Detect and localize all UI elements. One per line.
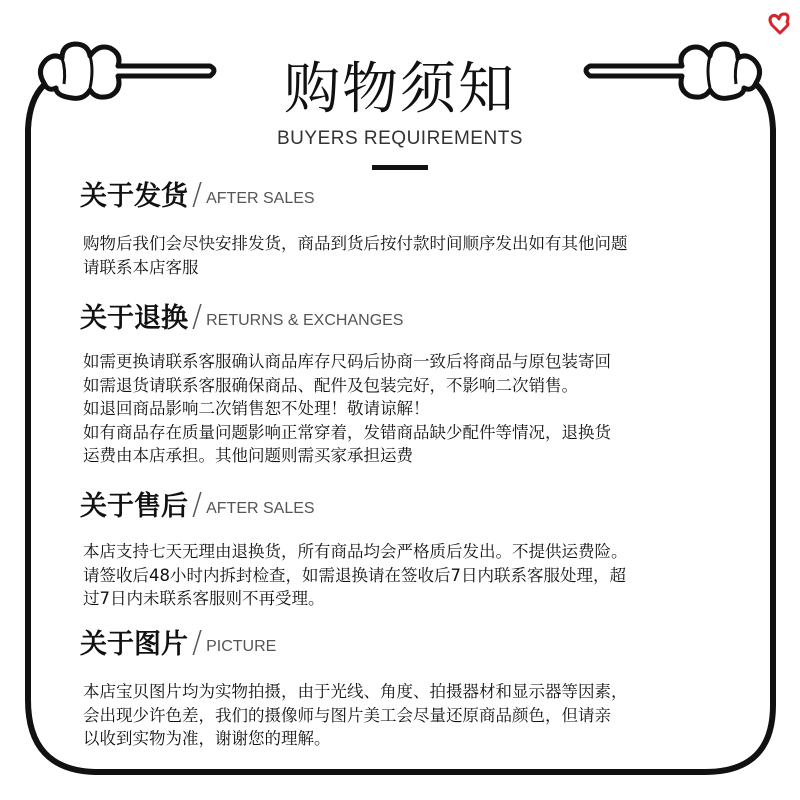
section-subtitle: RETURNS & EXCHANGES <box>206 312 404 329</box>
page-subtitle: BUYERS REQUIREMENTS <box>277 128 523 149</box>
section-body-after-sales <box>83 540 763 611</box>
section-subtitle: AFTER SALES <box>206 500 315 517</box>
title-divider <box>372 165 428 170</box>
body-line: 本店支持七天无理由退换货，所有商品均会严格质后发出。不提供运费险。 <box>83 542 628 561</box>
body-line: 请联系本店客服 <box>83 257 199 277</box>
section-subtitle: AFTER SALES <box>206 190 315 207</box>
section-body-returns <box>83 350 763 468</box>
body-line: 购物后我们会尽快安排发货，商品到货后按付款时间顺序发出如有其他问题 <box>83 234 628 253</box>
slash-divider: / <box>192 177 203 212</box>
section-header-picture <box>80 625 277 660</box>
section-header-after-sales <box>80 487 315 522</box>
body-line: 会出现少许色差，我们的摄像师与图片美工会尽量还原商品颜色，但请亲 <box>83 705 611 725</box>
body-line: 本店宝贝图片均为实物拍摄，由于光线、角度、拍摄器材和显示器等因素， <box>83 682 628 701</box>
body-line: 请签收后48小时内拆封检查，如需退换请在签收后7日内联系客服处理，超 <box>83 565 626 585</box>
body-line: 以收到实物为准，谢谢您的理解。 <box>83 729 331 748</box>
body-line: 运费由本店承担。其他问题则需买家承担运费 <box>83 446 413 465</box>
body-line: 如需更换请联系客服确认商品库存尺码后协商一致后将商品与原包装寄回 <box>83 352 611 371</box>
body-line: 如需退货请联系客服确保商品、配件及包装完好，不影响二次销售。 <box>83 375 578 395</box>
section-title: 关于发货 <box>80 181 188 212</box>
section-header-returns <box>80 299 404 334</box>
body-line: 如退回商品影响二次销售恕不处理！敬请谅解！ <box>83 399 430 418</box>
section-header-shipping <box>80 177 315 212</box>
section-title: 关于退换 <box>80 303 188 334</box>
section-title: 关于售后 <box>80 491 188 522</box>
page-title: 购物须知 <box>284 57 516 122</box>
section-title: 关于图片 <box>80 629 188 660</box>
section-subtitle: PICTURE <box>206 638 277 655</box>
body-line: 如有商品存在质量问题影响正常穿着，发错商品缺少配件等情况，退换货 <box>83 422 611 442</box>
section-body-shipping <box>83 232 763 279</box>
section-body-picture <box>83 680 763 751</box>
heart-icon <box>770 14 788 33</box>
body-line: 过7日内未联系客服则不再受理。 <box>83 589 325 608</box>
slash-divider: / <box>192 299 203 334</box>
slash-divider: / <box>192 625 203 660</box>
slash-divider: / <box>192 487 203 522</box>
